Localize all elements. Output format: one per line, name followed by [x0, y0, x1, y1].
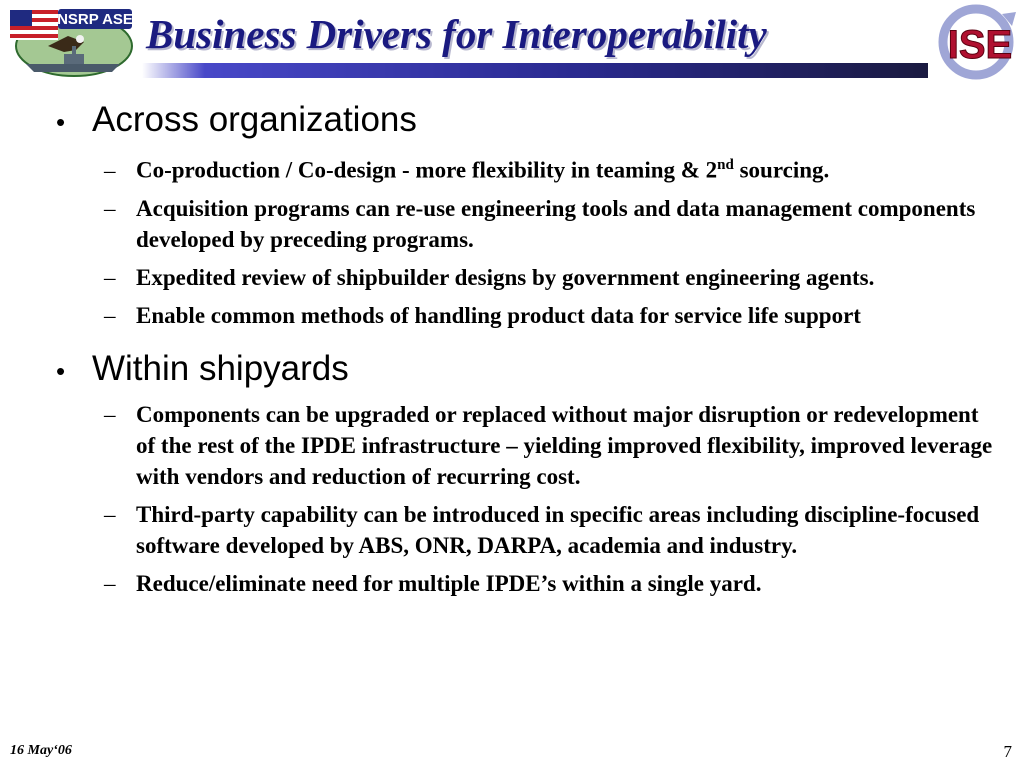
list-item-text: Third-party capability can be introduced in specific areas including discipline-focused software developed by ABS, ONR, DARPA, academia and industry. [136, 501, 980, 558]
slide-title: Business Drivers for Interoperability [146, 11, 767, 57]
list-item [104, 568, 996, 599]
sub-bullet-list [56, 150, 996, 331]
page-number: 7 [1003, 742, 1012, 761]
list-item-text: Enable common methods of handling product data for service life support [136, 302, 861, 328]
dash-icon: – [104, 501, 116, 527]
list-item [104, 499, 996, 561]
ise-logo [936, 4, 1022, 80]
logo-right-text: ISE [947, 23, 1013, 67]
list-item-text: Components can be upgraded or replaced without major disruption or redevelopment of the rest of the IPDE infrastructure – yielding improved flexibility, improved leverage with vendors and reduction of recurring cost. [136, 401, 993, 489]
list-item [104, 150, 996, 186]
bullet-icon: • [56, 355, 66, 386]
superscript: nd [717, 157, 734, 173]
dash-icon: – [104, 401, 116, 427]
title-underline [142, 63, 928, 78]
logo-left-text: NSRP ASE [57, 11, 133, 28]
dash-icon: – [104, 302, 116, 328]
sub-bullet-list [56, 399, 996, 599]
list-item [104, 262, 996, 293]
footer-date: 16 May‘06 [10, 743, 72, 758]
section-across-organizations [56, 100, 996, 331]
list-item [104, 399, 996, 492]
list-item-text: Co-production / Co-design - more flexibility in teaming & 2nd sourcing. [136, 157, 830, 183]
us-flag-icon [10, 10, 58, 40]
bullet-heading-text: Within shipyards [92, 348, 349, 388]
list-item [104, 193, 996, 255]
list-item-text: Acquisition programs can re-use engineering tools and data management components developed by preceding programs. [136, 195, 976, 252]
bullet-heading [56, 349, 996, 391]
dash-icon: – [104, 264, 116, 290]
nsrp-ase-logo [8, 6, 134, 78]
bullet-heading-text: Across organizations [92, 100, 417, 139]
section-within-shipyards [56, 349, 996, 599]
list-item-text: Expedited review of shipbuilder designs by government engineering agents. [136, 264, 875, 290]
dash-icon: – [104, 570, 116, 596]
bullet-icon: • [56, 107, 66, 137]
list-item-text: Reduce/eliminate need for multiple IPDE’s within a single yard. [136, 570, 762, 596]
dash-icon: – [104, 157, 116, 183]
slide-body [56, 100, 996, 606]
bullet-heading [56, 100, 996, 142]
dash-icon: – [104, 195, 116, 221]
list-item [104, 300, 996, 331]
